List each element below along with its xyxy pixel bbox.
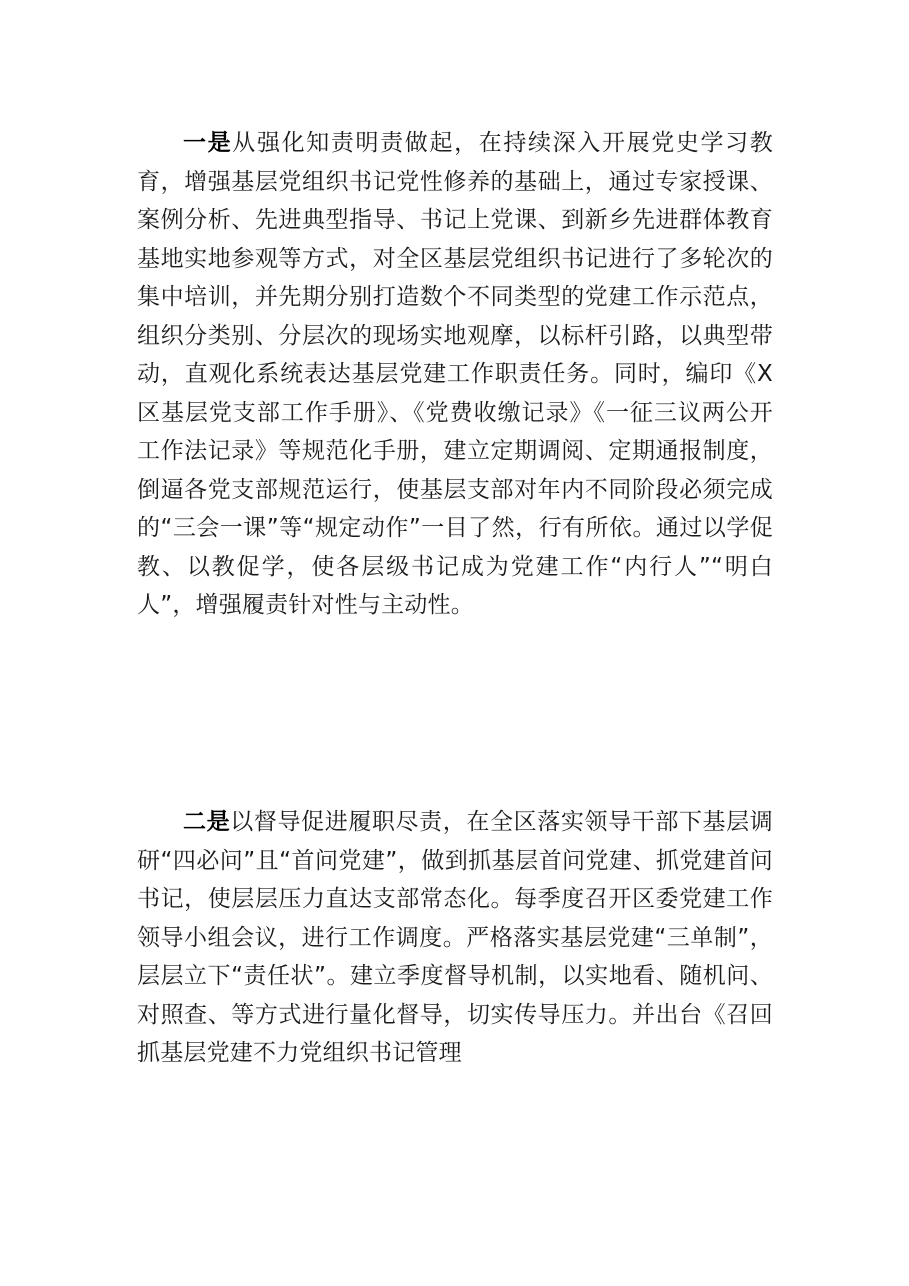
paragraph-2-lead: 二是	[183, 809, 231, 835]
paragraph-2	[137, 803, 773, 1073]
paragraph-1-text: 从强化知责明责做起，在持续深入开展党史学习教育，增强基层党组织书记党性修养的基础上，通过专家授课、案例分析、先进典型指导、书记上党课、到新乡先进群体教育基地实地参观等方式，对全区基层党组织书记进行了多轮次的集中培训，并先期分别打造数个不同类型的党建工作示范点，组织分类别、分层次的现场实地观摩，以标杆引路，以典型带动，直观化系统表达基层党建工作职责任务。同时，编印《X区基层党支部工作手册》、《党费收缴记录》《一征三议两公开工作法记录》等规范化手册，建立定期调阅、定期通报制度，倒逼各党支部规范运行，使基层支部对年内不同阶段必须完成的“三会一课”等“规定动作”一目了然，行有所依。通过以学促教、以教促学，使各层级书记成为党建工作“内行人”“明白人”，增强履责针对性与主动性。	[137, 130, 773, 618]
paragraph-1	[137, 124, 773, 625]
paragraph-2-text: 以督导促进履职尽责，在全区落实领导干部下基层调研“四必问”且“首问党建”，做到抓基层首问党建、抓党建首问书记，使层层压力直达支部常态化。每季度召开区委党建工作领导小组会议，进行工作调度。严格落实基层党建“三单制”，层层立下“责任状”。建立季度督导机制，以实地看、随机问、对照查、等方式进行量化督导，切实传导压力。并出台《召回抓基层党建不力党组织书记管理	[137, 809, 773, 1066]
paragraph-1-lead: 一是	[183, 130, 233, 156]
